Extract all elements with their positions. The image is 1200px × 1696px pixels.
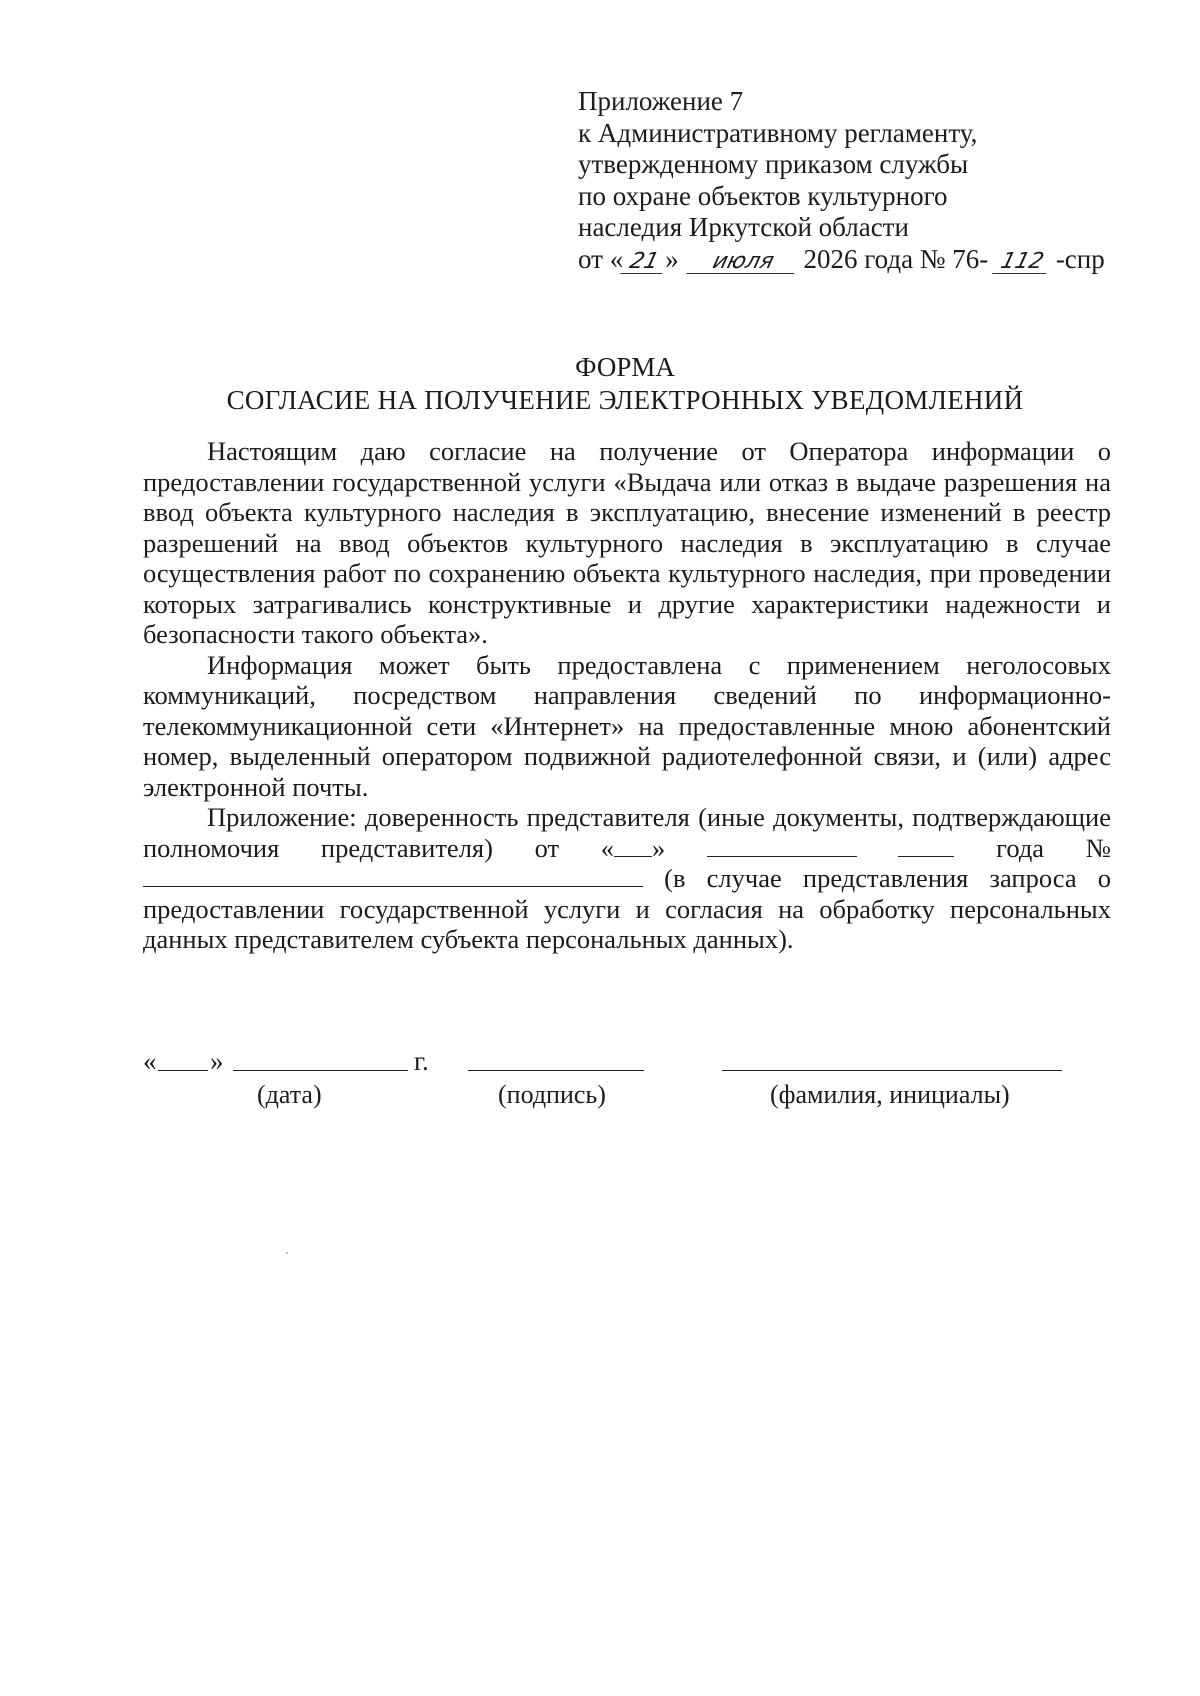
handwritten-doc-number: 112 xyxy=(992,251,1052,274)
name-caption: (фамилия, инициалы) xyxy=(770,1080,1010,1109)
date-prefix: от « xyxy=(578,243,624,274)
sign-date-close: » xyxy=(210,1046,224,1076)
p3-part1: Приложение: доверенность представителя (иные документы, подтверждающие полномочия представителя) от « xyxy=(143,802,1111,863)
attachment-line-1: Приложение 7 xyxy=(578,86,744,116)
attachment-line-5: наследия Иркутской области xyxy=(578,212,909,242)
handwritten-day: 21 xyxy=(620,251,668,274)
form-label: ФОРМА xyxy=(575,352,675,382)
name-blank[interactable] xyxy=(722,1070,1062,1071)
p3-part2: » xyxy=(651,832,666,863)
signature-blank[interactable] xyxy=(468,1070,644,1071)
scan-speck xyxy=(286,1252,288,1254)
handwritten-month: июля xyxy=(686,251,800,274)
document-body xyxy=(143,436,1111,955)
attachment-line-4: по охране объектов культурного xyxy=(578,180,948,211)
doc-suffix: -спр xyxy=(1055,243,1105,274)
year-blank[interactable] xyxy=(898,834,954,857)
attachment-line-2: к Административному регламенту, xyxy=(578,117,978,148)
day-blank[interactable] xyxy=(614,834,652,857)
sign-month-blank[interactable] xyxy=(233,1070,408,1071)
attachment-line-3: утвержденному приказом службы xyxy=(578,149,969,179)
month-blank[interactable] xyxy=(707,834,857,857)
sign-date-open: « xyxy=(143,1046,157,1076)
p3-part4: (в случае представления запроса о предоставлении государственной услуги и согласия на обработку персональных данных представителем субъекта персональных данных). xyxy=(143,863,1112,954)
sign-year-suffix: г. xyxy=(414,1046,429,1076)
attachment-header xyxy=(578,86,1105,275)
document-title: СОГЛАСИЕ НА ПОЛУЧЕНИЕ ЭЛЕКТРОННЫХ УВЕДОМЛЕНИЙ xyxy=(226,385,1024,415)
sign-day-blank[interactable] xyxy=(158,1070,208,1071)
attachment-date-line xyxy=(578,244,1105,276)
date-mid: » xyxy=(665,243,679,274)
date-year: 2026 года № 76- xyxy=(803,243,989,274)
paragraph-consent: Настоящим даю согласие на получение от Оператора информации о предоставлении государственной услуги «Выдача или отказ в выдаче разрешения на ввод объекта культурного наследия в эксплуатацию, внесение изменений в реестр разрешений на ввод объектов культурного наследия в эксплуатацию в случае осуществления работ по сохранению объекта культурного наследия, при проведении которых затрагивались конструктивные и другие характеристики надежности и безопасности такого объекта». xyxy=(143,436,1111,649)
date-caption: (дата) xyxy=(257,1080,322,1109)
p3-part3: года № xyxy=(996,832,1111,863)
signature-caption: (подпись) xyxy=(498,1080,606,1109)
paragraph-information: Информация может быть предоставлена с применением неголосовых коммуникаций, посредством направления сведений по информационно-телекоммуникационной сети «Интернет» на предоставленные мною абонентский номер, выделенный оператором подвижной радиотелефонной связи, и (или) адрес электронной почты. xyxy=(143,649,1111,802)
number-blank[interactable] xyxy=(143,864,643,887)
paragraph-attachment xyxy=(143,802,1111,955)
